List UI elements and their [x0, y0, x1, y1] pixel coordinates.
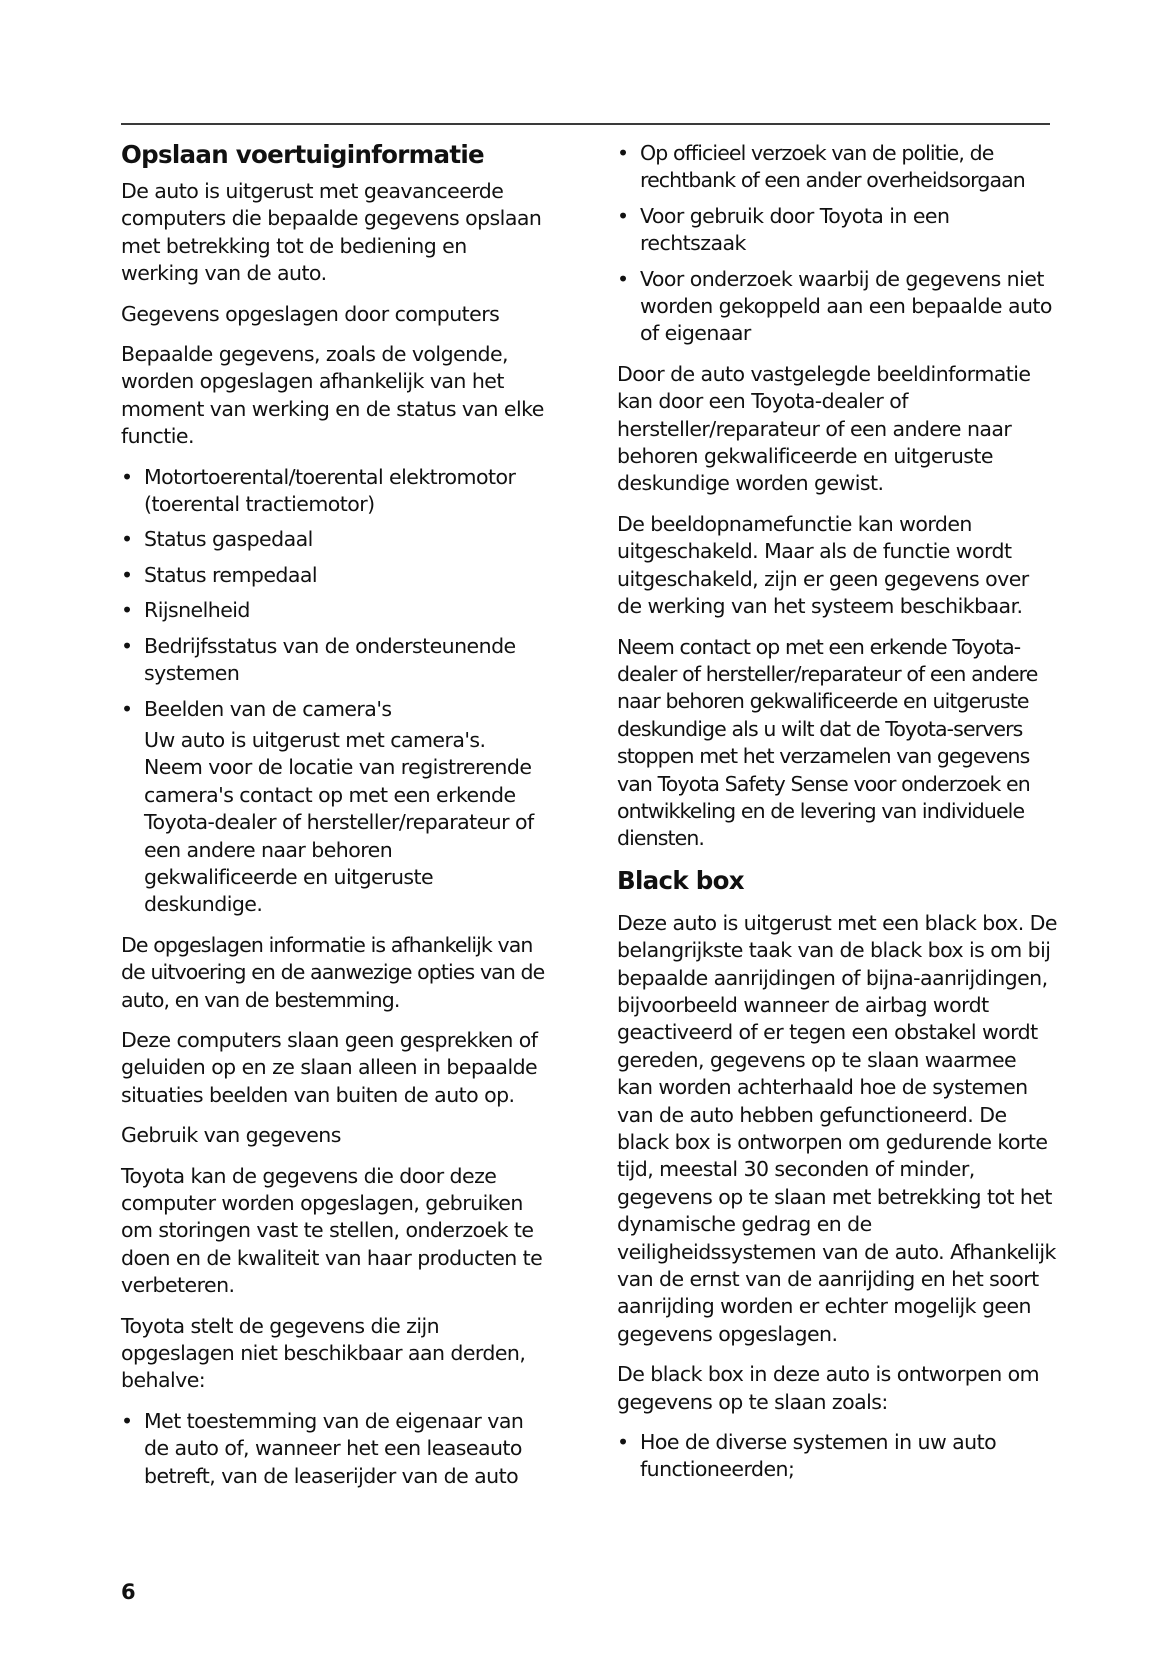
stored-data-list [121, 464, 549, 919]
bullet-icon: • [121, 527, 133, 552]
list-item: • Voor onderzoek waarbij de gegevens niet worden gekoppeld aan een bepaalde auto of eigenaar [617, 266, 1052, 346]
section-heading-black-box: Black box [617, 865, 744, 895]
bullet-icon: • [617, 266, 629, 291]
intro-paragraph: De auto is uitgerust met geavanceerde computers die bepaalde gegevens opslaan met betrekking tot de bediening en werking van de auto. [121, 179, 542, 286]
list-item: • Met toestemming van de eigenaar van de auto of, wanneer het een leaseauto betreft, van de leaserijder van de auto [121, 1408, 524, 1488]
bullet-icon: • [121, 633, 133, 658]
usage-paragraph: Toyota kan de gegevens die door deze computer worden opgeslagen, gebruiken om storingen vast te stellen, onderzoek te doen en de kwaliteit van haar producten te verbeteren. [121, 1163, 543, 1298]
list-item: • Op officieel verzoek van de politie, de rechtbank of een ander overheidsorgaan [617, 141, 1025, 193]
subheading-data-usage: Gebruik van gegevens [121, 1123, 341, 1148]
bullet-icon: • [121, 598, 133, 623]
image-disable-paragraph: De beeldopnamefunctie kan worden uitgeschakeld. Maar als de functie wordt uitgeschakeld, zijn er geen gegevens over de werking van het systeem beschikbaar. [617, 511, 1029, 619]
left-column [121, 140, 549, 1498]
exceptions-list [121, 1408, 549, 1490]
bullet-icon: • [121, 1408, 133, 1433]
camera-note: Uw auto is uitgerust met camera's. Neem voor de locatie van registrerende camera's contact op met een erkende Toyota-dealer of hersteller/reparateur of een andere naar behoren gekwalificeerde en uitgeruste deskundige. [144, 727, 534, 917]
section-heading-vehicle-data: Opslaan voertuiginformatie [121, 140, 484, 169]
list-item: • Bedrijfsstatus van de ondersteunende systemen [121, 633, 516, 686]
stored-depends-paragraph: De opgeslagen informatie is afhankelijk van de uitvoering en de aanwezige opties van de auto, en van de bestemming. [121, 932, 545, 1012]
bullet-icon: • [617, 141, 629, 165]
black-box-list [617, 1429, 1057, 1484]
bullet-icon: • [617, 203, 629, 228]
image-erase-paragraph: Door de auto vastgelegde beeldinformatie kan door een Toyota-dealer of hersteller/reparateur of een andere naar behoren gekwalificeerde en uitgeruste deskundige worden gewist. [617, 361, 1031, 496]
black-box-designed-paragraph: De black box in deze auto is ontworpen om gegevens op te slaan zoals: [617, 1362, 1040, 1414]
no-conversations-paragraph: Deze computers slaan geen gesprekken of geluiden op en ze slaan alleen in bepaalde situaties beelden van buiten de auto op. [121, 1027, 538, 1107]
bullet-icon: • [617, 1430, 629, 1455]
exceptions-list-continued [617, 140, 1057, 348]
list-item: • Status gaspedaal [121, 526, 549, 553]
right-column [617, 140, 1057, 1492]
subheading-stored-data: Gegevens opgeslagen door computers [121, 301, 500, 326]
bullet-icon: • [121, 562, 133, 587]
list-item: • Hoe de diverse systemen in uw auto functioneerden; [617, 1430, 997, 1482]
stored-intro-paragraph: Bepaalde gegevens, zoals de volgende, worden opgeslagen afhankelijk van het moment van werking en de status van elke functie. [121, 342, 544, 449]
list-item: • Status rempedaal [121, 562, 549, 589]
bullet-icon: • [121, 464, 133, 489]
header-rule [121, 123, 1050, 125]
list-item: • Rijsnelheid [121, 597, 549, 624]
list-item: • Motortoerental/toerental elektromotor (toerental tractiemotor) [121, 464, 516, 517]
third-party-intro-paragraph: Toyota stelt de gegevens die zijn opgeslagen niet beschikbaar aan derden, behalve: [121, 1313, 526, 1393]
black-box-paragraph: Deze auto is uitgerust met een black box. De belangrijkste taak van de black box is om bij bepaalde aanrijdingen of bijna-aanrijdingen, bijvoorbeeld wanneer de airbag wordt geactiveerd of er tegen een obstakel wordt gereden, gegevens op te slaan waarmee kan worden achterhaald hoe de systemen van de auto hebben gefunctioneerd. De black box is ontworpen om gedurende korte tijd, meestal 30 seconden of minder, gegevens op te slaan met betrekking tot het dynamische gedrag en de veiligheidssystemen van de auto. Afhankelijk van de ernst van de aanrijding en het soort aanrijding worden er echter mogelijk geen gegevens opgeslagen. [617, 910, 1057, 1346]
list-item: • Beelden van de camera's Uw auto is uitgerust met camera's. Neem voor de locatie van registrerende camera's contact op met een erkende Toyota-dealer of hersteller/reparateur of een andere naar behoren gekwalificeerde en uitgeruste deskundige. [121, 696, 549, 919]
list-item: • Voor gebruik door Toyota in een rechtszaak [617, 203, 950, 256]
contact-note-paragraph: Neem contact op met een erkende Toyota-dealer of hersteller/reparateur of een andere naar behoren gekwalificeerde en uitgeruste deskundige als u wilt dat de Toyota-servers stoppen met het verzamelen van gegevens van Toyota Safety Sense voor onderzoek en ontwikkeling en de levering van individuele diensten. [617, 634, 1038, 851]
page-number: 6 [121, 1580, 136, 1604]
bullet-icon: • [121, 696, 133, 721]
